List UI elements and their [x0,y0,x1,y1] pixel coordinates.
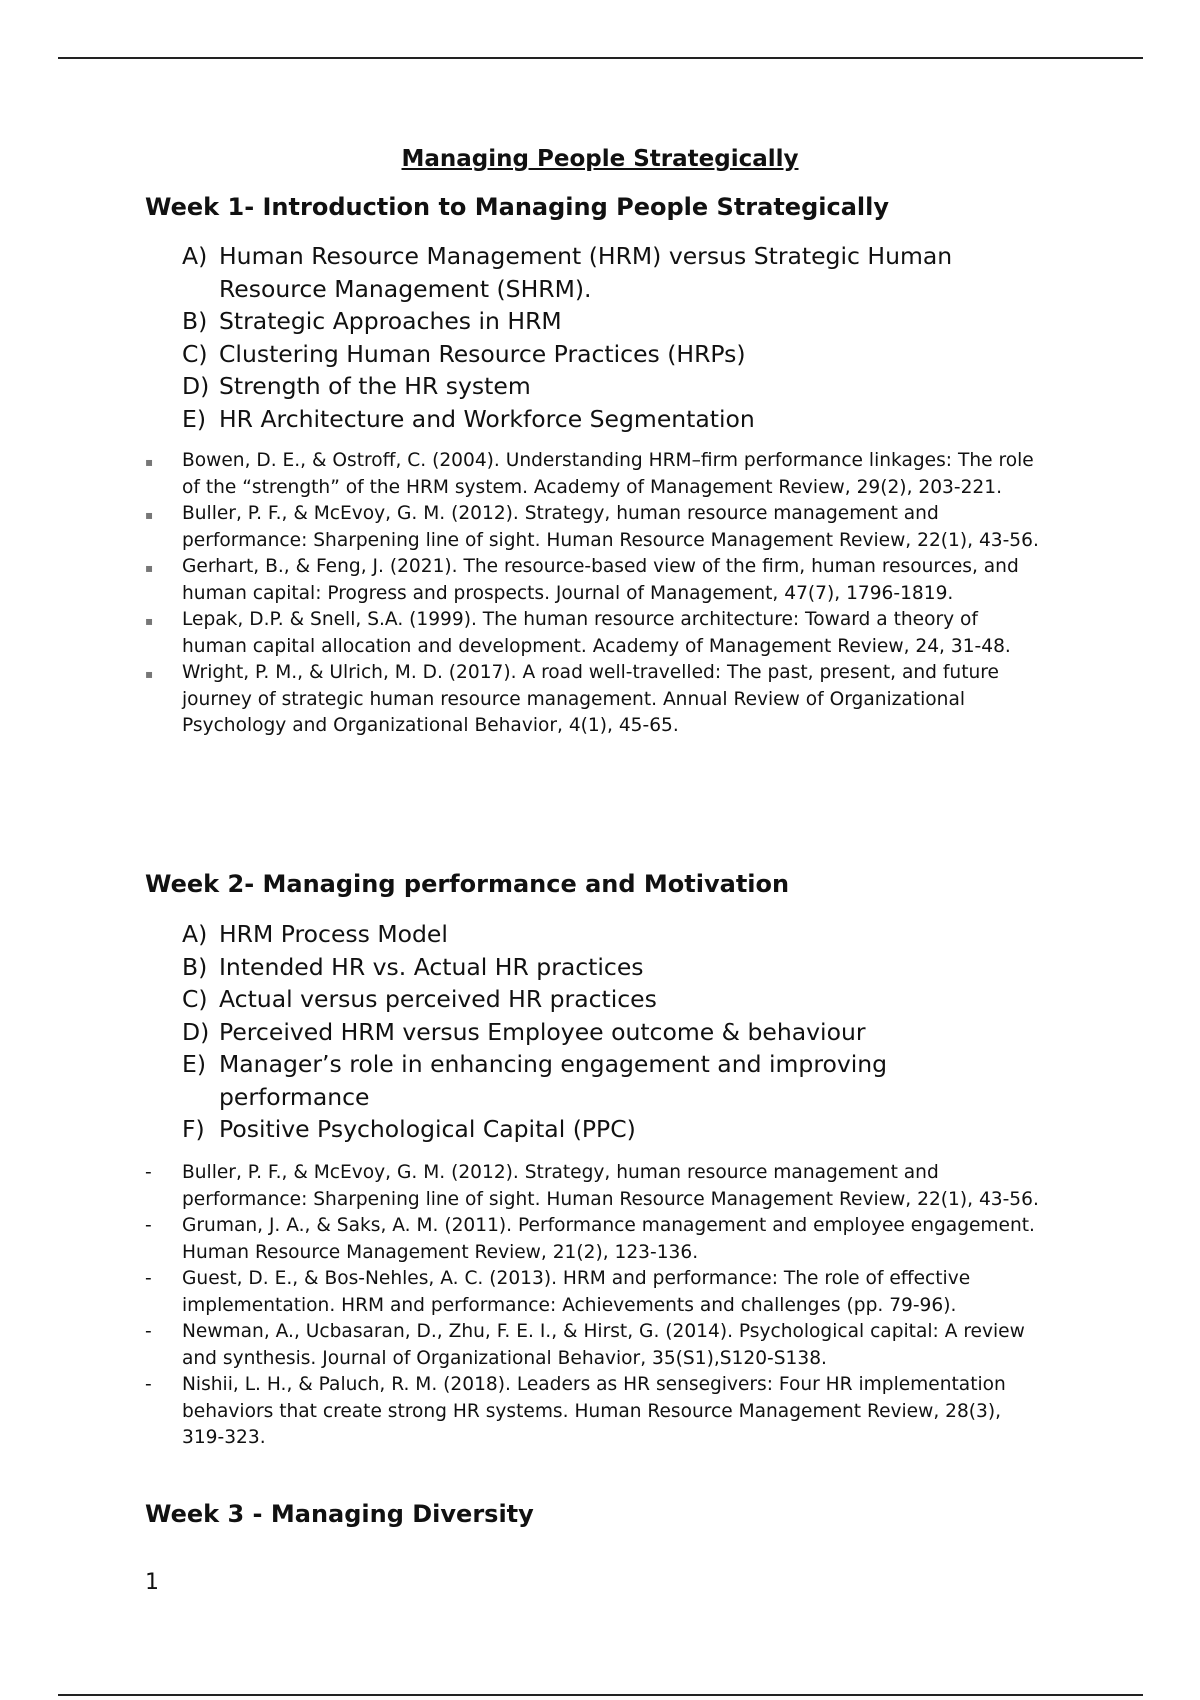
topic-text: Manager’s role in enhancing engagement and improving performance [219,1050,888,1111]
header-rule [58,57,1143,59]
topic-text: Strategic Approaches in HRM [219,307,562,335]
reference-item [145,1319,1045,1372]
week-2-topic-list [182,918,1002,1146]
topic-text: Clustering Human Resource Practices (HRPs) [219,339,746,368]
topic-text: Perceived HRM versus Employee outcome & behaviour [219,1017,866,1046]
reference-text: Buller, P. F., & McEvoy, G. M. (2012). Strategy, human resource management and performance: Sharpening line of sight. Human Resource Management Review, 22(1), 43-56. [182,1162,1039,1210]
topic-marker: F) [182,1115,205,1143]
dash-bullet-icon: - [145,1162,152,1183]
topic-item [182,1016,1002,1049]
topic-item [182,918,1002,951]
reference-text: Nishii, L. H., & Paluch, R. M. (2018). Leaders as HR sensegivers: Four HR implementation behaviors that create strong HR systems. Human Resource Management Review, 28(3), 319-323. [182,1374,1006,1448]
week-1-reading-list [145,448,1045,740]
reference-text: Newman, A., Ucbasaran, D., Zhu, F. E. I., & Hirst, G. (2014). Psychological capital: A review and synthesis. Journal of Organizational Behavior, 35(S1),S120-S138. [182,1321,1025,1369]
topic-item [182,240,1002,305]
week-2-heading: Week 2- Managing performance and Motivation [145,870,790,898]
reference-item [145,1266,1045,1319]
topic-text: Strength of the HR system [219,372,531,400]
reference-item [145,607,1045,660]
reference-text: Guest, D. E., & Bos-Nehles, A. C. (2013). HRM and performance: The role of effective implementation. HRM and performance: Achievements and challenges (pp. 79-96). [182,1268,971,1316]
week-3-heading: Week 3 - Managing Diversity [145,1500,534,1528]
reference-text: Bowen, D. E., & Ostroff, C. (2004). Understanding HRM–firm performance linkages: The role of the “strength” of the HRM system. Academy of Management Review, 29(2), 203-221. [182,450,1034,498]
topic-text: Human Resource Management (HRM) versus Strategic Human Resource Management (SHRM). [219,242,953,303]
reference-text: Gerhart, B., & Feng, J. (2021). The resource-based view of the firm, human resources, and human capital: Progress and prospects. Journal of Management, 47(7), 1796-1819. [182,556,1019,604]
topic-item [182,338,1002,371]
topic-item [182,370,1002,403]
dash-bullet-icon: - [145,1321,152,1342]
topic-marker: B) [182,952,208,981]
square-bullet-icon: ▪ [145,455,154,469]
topic-marker: D) [182,372,210,400]
topic-marker: D) [182,1017,210,1046]
footer-rule [58,1694,1143,1696]
reference-item [145,1160,1045,1213]
topic-item [182,1048,1002,1113]
reference-text: Lepak, D.P. & Snell, S.A. (1999). The human resource architecture: Toward a theory of human capital allocation and development. Academy of Management Review, 24, 31-48. [182,609,1011,657]
page-number: 1 [145,1570,159,1595]
topic-item [182,1113,1002,1146]
topic-marker: C) [182,985,208,1013]
topic-marker: A) [182,920,208,948]
week-1-heading: Week 1- Introduction to Managing People Strategically [145,193,889,221]
square-bullet-icon: ▪ [145,614,154,628]
topic-marker: E) [182,1050,207,1078]
topic-text: Actual versus perceived HR practices [219,985,657,1013]
topic-text: Positive Psychological Capital (PPC) [219,1115,636,1143]
topic-marker: C) [182,339,208,368]
reference-item [145,554,1045,607]
reference-text: Wright, P. M., & Ulrich, M. D. (2017). A road well-travelled: The past, present, and future journey of strategic human resource management. Annual Review of Organizational Psychology and Organizational Behavior, 4(1), 45-65. [182,662,999,736]
reference-item [145,1372,1045,1452]
topic-text: Intended HR vs. Actual HR practices [219,952,644,981]
topic-marker: B) [182,307,208,335]
topic-marker: E) [182,404,207,433]
dash-bullet-icon: - [145,1374,152,1395]
week-1-topic-list [182,240,1002,435]
reference-item [145,660,1045,740]
reference-item [145,501,1045,554]
dash-bullet-icon: - [145,1215,152,1236]
topic-item [182,305,1002,338]
document-title: Managing People Strategically [401,146,799,172]
reference-text: Buller, P. F., & McEvoy, G. M. (2012). Strategy, human resource management and performance: Sharpening line of sight. Human Resource Management Review, 22(1), 43-56. [182,503,1039,551]
topic-item [182,403,1002,436]
week-2-reading-list [145,1160,1045,1452]
dash-bullet-icon: - [145,1268,152,1289]
reference-text: Gruman, J. A., & Saks, A. M. (2011). Performance management and employee engagement. Human Resource Management Review, 21(2), 123-136. [182,1215,1035,1263]
square-bullet-icon: ▪ [145,561,154,575]
topic-text: HRM Process Model [219,920,448,948]
topic-item [182,983,1002,1016]
reference-item [145,1213,1045,1266]
topic-item [182,951,1002,984]
topic-marker: A) [182,242,208,270]
reference-item [145,448,1045,501]
square-bullet-icon: ▪ [145,667,154,681]
square-bullet-icon: ▪ [145,508,154,522]
topic-text: HR Architecture and Workforce Segmentation [219,404,755,433]
